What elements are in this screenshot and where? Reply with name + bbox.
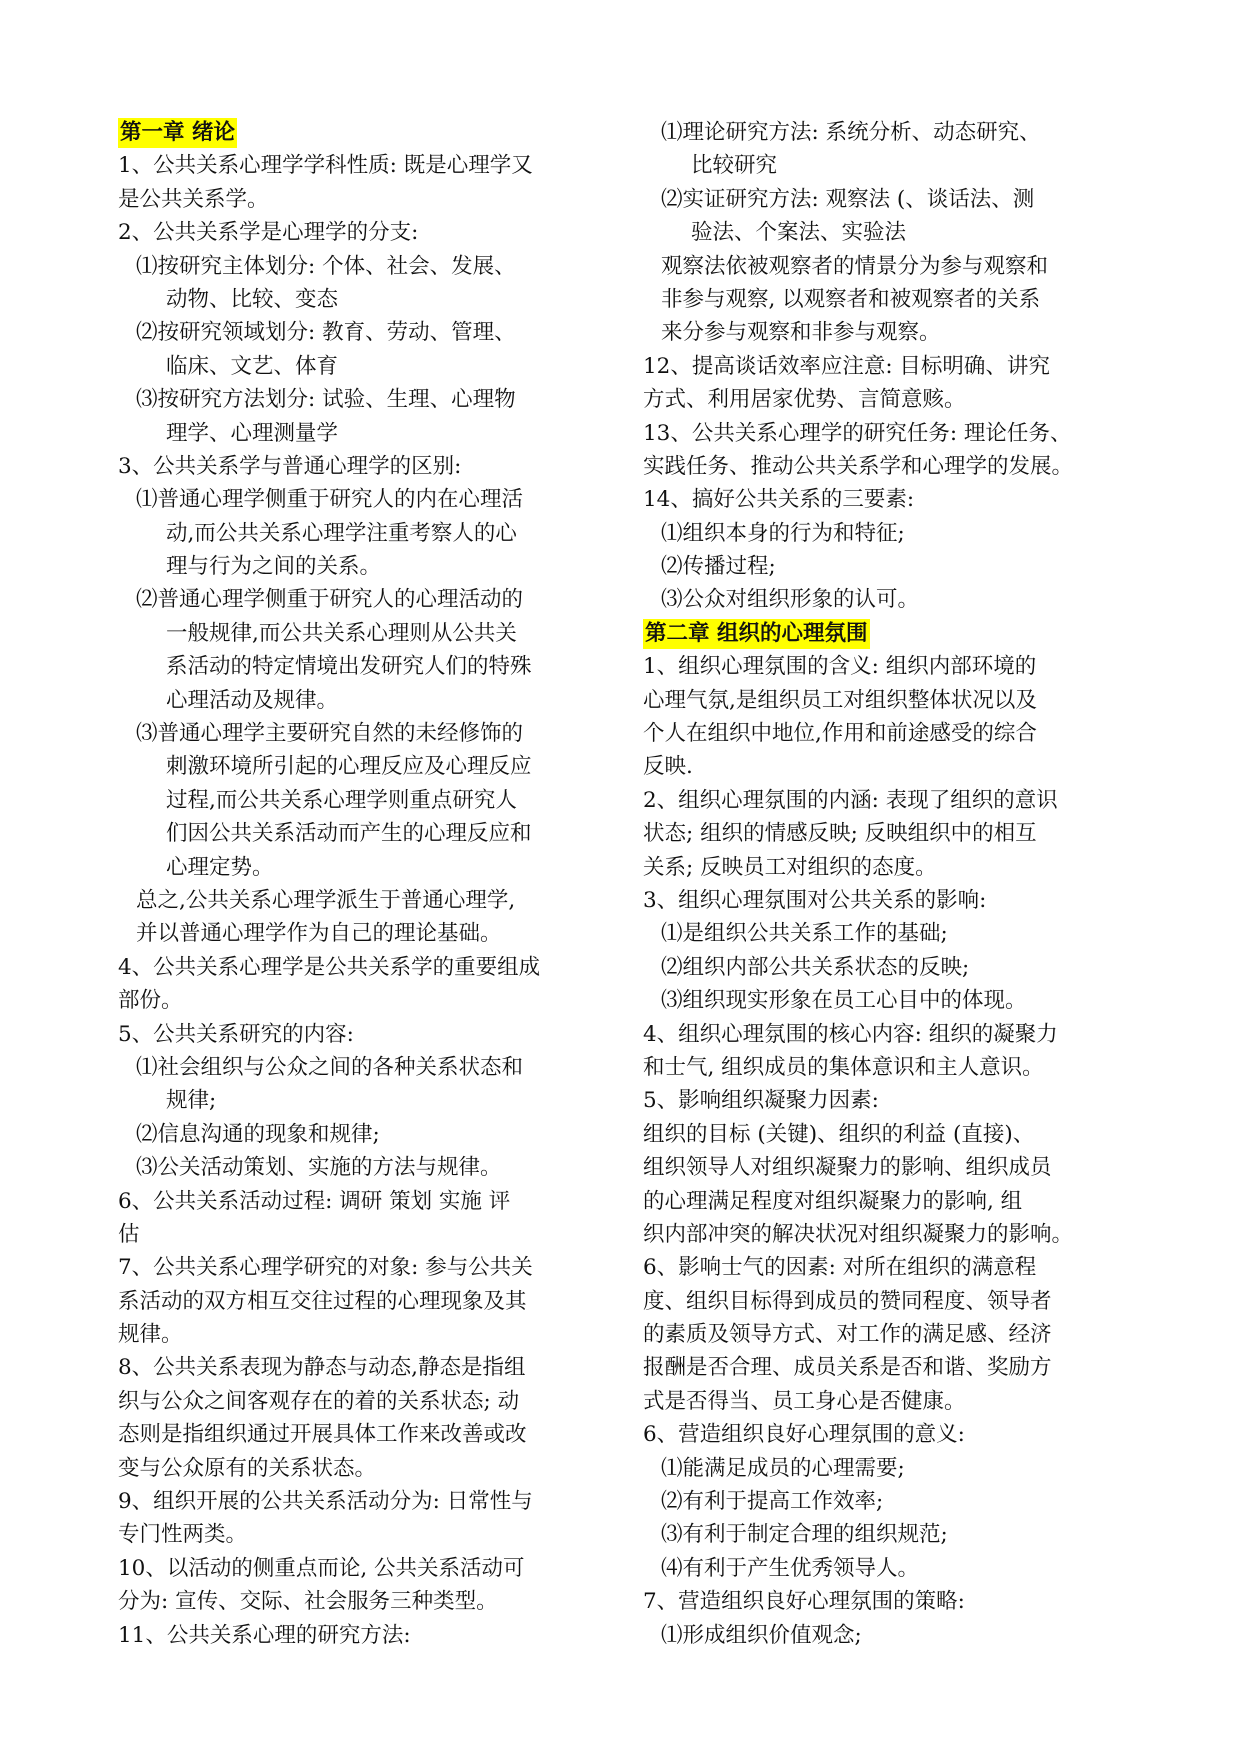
text-line: 6、公共关系活动过程: 调研 策划 实施 评 — [118, 1188, 511, 1214]
text-line: 5、影响组织凝聚力因素: — [643, 1088, 879, 1114]
text-line: ⑴能满足成员的心理需要; — [661, 1455, 905, 1481]
text-line: ⑴社会组织与公众之间的各种关系状态和 — [136, 1054, 524, 1080]
text-line: ⑴按研究主体划分: 个体、社会、发展、 — [136, 253, 516, 279]
text-line: 织与公众之间客观存在的着的关系状态; 动 — [118, 1388, 520, 1414]
right-column — [643, 116, 1125, 1652]
text-line: 方式、利用居家优势、言简意赅。 — [643, 387, 966, 413]
text-line: 4、组织心理氛围的核心内容: 组织的凝聚力 — [643, 1021, 1058, 1047]
text-line: 度、组织目标得到成员的赞同程度、领导者 — [643, 1288, 1052, 1314]
text-line: 态则是指组织通过开展具体工作来改善或改 — [118, 1422, 527, 1448]
chapter-heading-line — [643, 617, 1125, 650]
text-line: 式是否得当、员工身心是否健康。 — [643, 1388, 966, 1414]
text-line: ⑵组织内部公共关系状态的反映; — [661, 954, 970, 980]
text-line: 关系; 反映员工对组织的态度。 — [643, 854, 937, 880]
text-line: 和士气, 组织成员的集体意识和主人意识。 — [643, 1054, 1044, 1080]
text-line: 实践任务、推动公共关系学和心理学的发展。 — [643, 453, 1074, 479]
text-line: 8、公共关系表现为静态与动态,静态是指组 — [118, 1355, 526, 1381]
text-line: 2、公共关系学是心理学的分支: — [118, 220, 419, 246]
text-line: 6、营造组织良好心理氛围的意义: — [643, 1422, 965, 1448]
text-line: 总之,公共关系心理学派生于普通心理学, — [136, 887, 516, 913]
text-line: 状态; 组织的情感反映; 反映组织中的相互 — [643, 821, 1037, 847]
text-line: 并以普通心理学作为自己的理论基础。 — [136, 921, 502, 947]
left-column — [118, 116, 600, 1652]
text-line: 来分参与观察和非参与观察。 — [661, 320, 941, 346]
text-line: 组织领导人对组织凝聚力的影响、组织成员 — [643, 1155, 1052, 1181]
text-line: 验法、个案法、实验法 — [691, 220, 907, 246]
text-line: ⑵按研究领域划分: 教育、劳动、管理、 — [136, 320, 516, 346]
text-line: ⑴形成组织价值观念; — [661, 1622, 862, 1648]
text-line: 5、公共关系研究的内容: — [118, 1021, 354, 1047]
text-line: 临床、文艺、体育 — [166, 353, 339, 379]
text-line: 11、公共关系心理的研究方法: — [118, 1622, 411, 1648]
text-line: 们因公共关系活动而产生的心理反应和 — [166, 821, 532, 847]
text-line: ⑶公众对组织形象的认可。 — [661, 587, 920, 613]
text-line: ⑵信息沟通的现象和规律; — [136, 1121, 380, 1147]
text-line: 心理气氛,是组织员工对组织整体状况以及 — [643, 687, 1037, 713]
text-line: 1、组织心理氛围的含义: 组织内部环境的 — [643, 654, 1037, 680]
text-line: 7、营造组织良好心理氛围的策略: — [643, 1589, 965, 1615]
text-line: 的心理满足程度对组织凝聚力的影响, 组 — [643, 1188, 1023, 1214]
text-line: ⑶按研究方法划分: 试验、生理、心理物 — [136, 387, 516, 413]
text-line: 7、公共关系心理学研究的对象: 参与公共关 — [118, 1255, 533, 1281]
text-line: 心理活动及规律。 — [166, 687, 339, 713]
text-line: 报酬是否合理、成员关系是否和谐、奖励方 — [643, 1355, 1052, 1381]
text-line: ⑶普通心理学主要研究自然的未经修饰的 — [136, 721, 524, 747]
text-line: 组织的目标 (关键)、组织的利益 (直接)、 — [643, 1121, 1035, 1147]
text-line: 过程,而公共关系心理学则重点研究人 — [166, 787, 517, 813]
text-line: 系活动的双方相互交往过程的心理现象及其 — [118, 1288, 527, 1314]
chapter-heading: 第一章 绪论 — [118, 118, 237, 148]
text-line: ⑴理论研究方法: 系统分析、动态研究、 — [661, 120, 1041, 145]
text-line: 系活动的特定情境出发研究人们的特殊 — [166, 654, 532, 680]
text-line: ⑴组织本身的行为和特征; — [661, 520, 905, 546]
text-line: 动物、比较、变态 — [166, 286, 339, 312]
text-line: 12、提高谈话效率应注意: 目标明确、讲究 — [643, 353, 1050, 379]
text-line: ⑴是组织公共关系工作的基础; — [661, 921, 948, 947]
text-line: 分为: 宣传、交际、社会服务三种类型。 — [118, 1589, 498, 1615]
text-line: ⑶组织现实形象在员工心目中的体现。 — [661, 988, 1027, 1014]
text-line: 心理定势。 — [166, 854, 274, 880]
text-line: 反映. — [643, 754, 693, 780]
text-line: 比较研究 — [691, 153, 778, 179]
text-line: 部份。 — [118, 988, 183, 1014]
text-line: 1、公共关系心理学学科性质: 既是心理学又 — [118, 153, 533, 179]
text-line: 非参与观察, 以观察者和被观察者的关系 — [661, 286, 1041, 312]
chapter-heading: 第二章 组织的心理氛围 — [643, 619, 870, 649]
text-line: ⑵普通心理学侧重于研究人的心理活动的 — [136, 587, 524, 613]
text-line: 理与行为之间的关系。 — [166, 554, 382, 580]
text-line: 理学、心理测量学 — [166, 420, 339, 446]
text-line: 3、组织心理氛围对公共关系的影响: — [643, 887, 987, 913]
text-line: 个人在组织中地位,作用和前途感受的综合 — [643, 721, 1037, 747]
text-line: 2、组织心理氛围的内涵: 表现了组织的意识 — [643, 787, 1058, 813]
text-line: ⑷有利于产生优秀领导人。 — [661, 1555, 920, 1581]
text-line: 织内部冲突的解决状况对组织凝聚力的影响。 — [643, 1221, 1074, 1247]
text-line: 一般规律,而公共关系心理则从公共关 — [166, 620, 517, 646]
text-line: 动,而公共关系心理学注重考察人的心 — [166, 520, 517, 546]
text-line: 14、搞好公共关系的三要素: — [643, 487, 915, 513]
text-line: ⑶公关活动策划、实施的方法与规律。 — [136, 1155, 502, 1181]
text-line: ⑴普通心理学侧重于研究人的内在心理活 — [136, 487, 524, 513]
text-line: 9、组织开展的公共关系活动分为: 日常性与 — [118, 1489, 533, 1515]
chapter-heading-line — [118, 116, 600, 149]
text-line: ⑵传播过程; — [661, 554, 776, 580]
text-line: 刺激环境所引起的心理反应及心理反应 — [166, 754, 532, 780]
text-line: 观察法依被观察者的情景分为参与观察和 — [661, 253, 1049, 279]
text-line: 4、公共关系心理学是公共关系学的重要组成 — [118, 954, 541, 980]
text-line: ⑵实证研究方法: 观察法 (、谈话法、测 — [661, 186, 1035, 212]
text-line: ⑵有利于提高工作效率; — [661, 1489, 884, 1515]
text-line: 13、公共关系心理学的研究任务: 理论任务、 — [643, 420, 1072, 446]
text-line: 规律。 — [118, 1322, 183, 1348]
text-line: 是公共关系学。 — [118, 186, 269, 212]
text-line: ⑶有利于制定合理的组织规范; — [661, 1522, 948, 1548]
text-line: 专门性两类。 — [118, 1522, 248, 1548]
text-line: 的素质及领导方式、对工作的满足感、经济 — [643, 1322, 1052, 1348]
text-line: 6、影响士气的因素: 对所在组织的满意程 — [643, 1255, 1037, 1281]
text-line: 10、以活动的侧重点而论, 公共关系活动可 — [118, 1555, 525, 1581]
text-line: 变与公众原有的关系状态。 — [118, 1455, 377, 1481]
text-line: 规律; — [166, 1088, 217, 1114]
text-line: 估 — [118, 1221, 140, 1247]
text-line: 3、公共关系学与普通心理学的区别: — [118, 453, 462, 479]
